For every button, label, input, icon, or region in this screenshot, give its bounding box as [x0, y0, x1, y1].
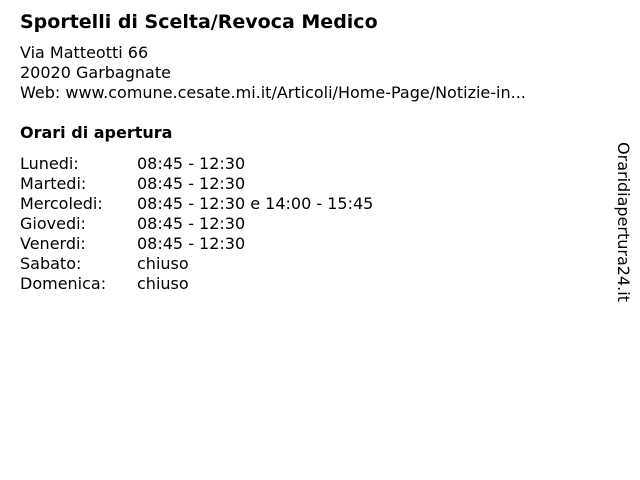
hours-day: Venerdi:: [20, 234, 86, 253]
hours-time: 08:45 - 12:30: [137, 154, 246, 173]
hours-time: chiuso: [137, 254, 189, 273]
address-web-link[interactable]: Web: www.comune.cesate.mi.it/Articoli/Home-Page/Notizie-in...: [20, 83, 526, 102]
hours-day: Giovedi:: [20, 214, 86, 233]
hours-time: 08:45 - 12:30: [137, 214, 246, 233]
site-brand-watermark: Oraridiapertura24.it: [614, 142, 633, 302]
hours-day: Domenica:: [20, 274, 107, 293]
page-title: Sportelli di Scelta/Revoca Medico: [20, 11, 378, 33]
address-block: [20, 43, 526, 103]
hours-time: 08:45 - 12:30: [137, 234, 246, 253]
hours-day: Mercoledi:: [20, 194, 103, 213]
address-city: 20020 Garbagnate: [20, 63, 171, 82]
hours-time: chiuso: [137, 274, 189, 293]
hours-time: 08:45 - 12:30 e 14:00 - 15:45: [137, 194, 374, 213]
hours-day: Lunedi:: [20, 154, 79, 173]
hours-day: Sabato:: [20, 254, 82, 273]
opening-hours-heading: Orari di apertura: [20, 123, 173, 142]
hours-day: Martedi:: [20, 174, 87, 193]
hours-time: 08:45 - 12:30: [137, 174, 246, 193]
address-street: Via Matteotti 66: [20, 43, 149, 62]
